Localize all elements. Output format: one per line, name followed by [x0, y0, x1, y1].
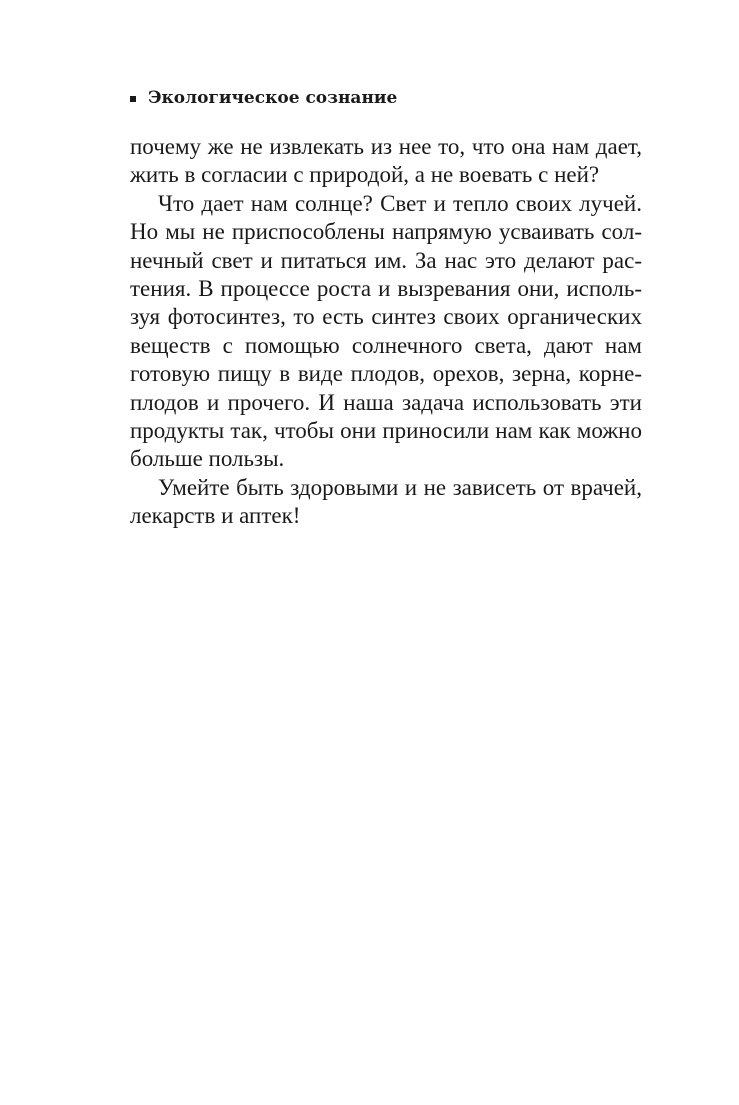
text-line: почему же не извлекать из нее то, что она нам дает,	[130, 134, 642, 159]
bullet-icon	[130, 96, 136, 102]
text-line: плодов и прочего. И наша задача использовать эти	[130, 389, 642, 415]
body-text	[130, 133, 642, 530]
text-line: продукты так, чтобы они приносили нам как можно	[130, 417, 642, 443]
text-line: жить в согласии с природой, а не воевать с ней?	[130, 162, 600, 188]
text-line: Но мы не приспособлены напрямую усваивать сол-	[130, 219, 642, 245]
text-line: нечный свет и питаться им. За нас это делают рас-	[130, 247, 642, 273]
text-line: готовую пищу в виде плодов, орехов, зерна, корне-	[130, 361, 642, 387]
text-line: тения. В процессе роста и вызревания они, исполь-	[130, 275, 642, 301]
text-line: зуя фотосинтез, то есть синтез своих органических	[130, 304, 642, 330]
text-line: веществ с помощью солнечного света, дают нам	[130, 332, 642, 358]
running-head-title: Экологическое сознание	[148, 88, 398, 108]
text-line: Умейте быть здоровыми и не зависеть от врачей,	[158, 474, 642, 500]
text-line: Что дает нам солнце? Свет и тепло своих лучей.	[158, 190, 642, 216]
text-line: больше пользы.	[130, 446, 285, 472]
text-line: лекарств и аптек!	[130, 503, 301, 529]
running-head	[130, 88, 397, 108]
